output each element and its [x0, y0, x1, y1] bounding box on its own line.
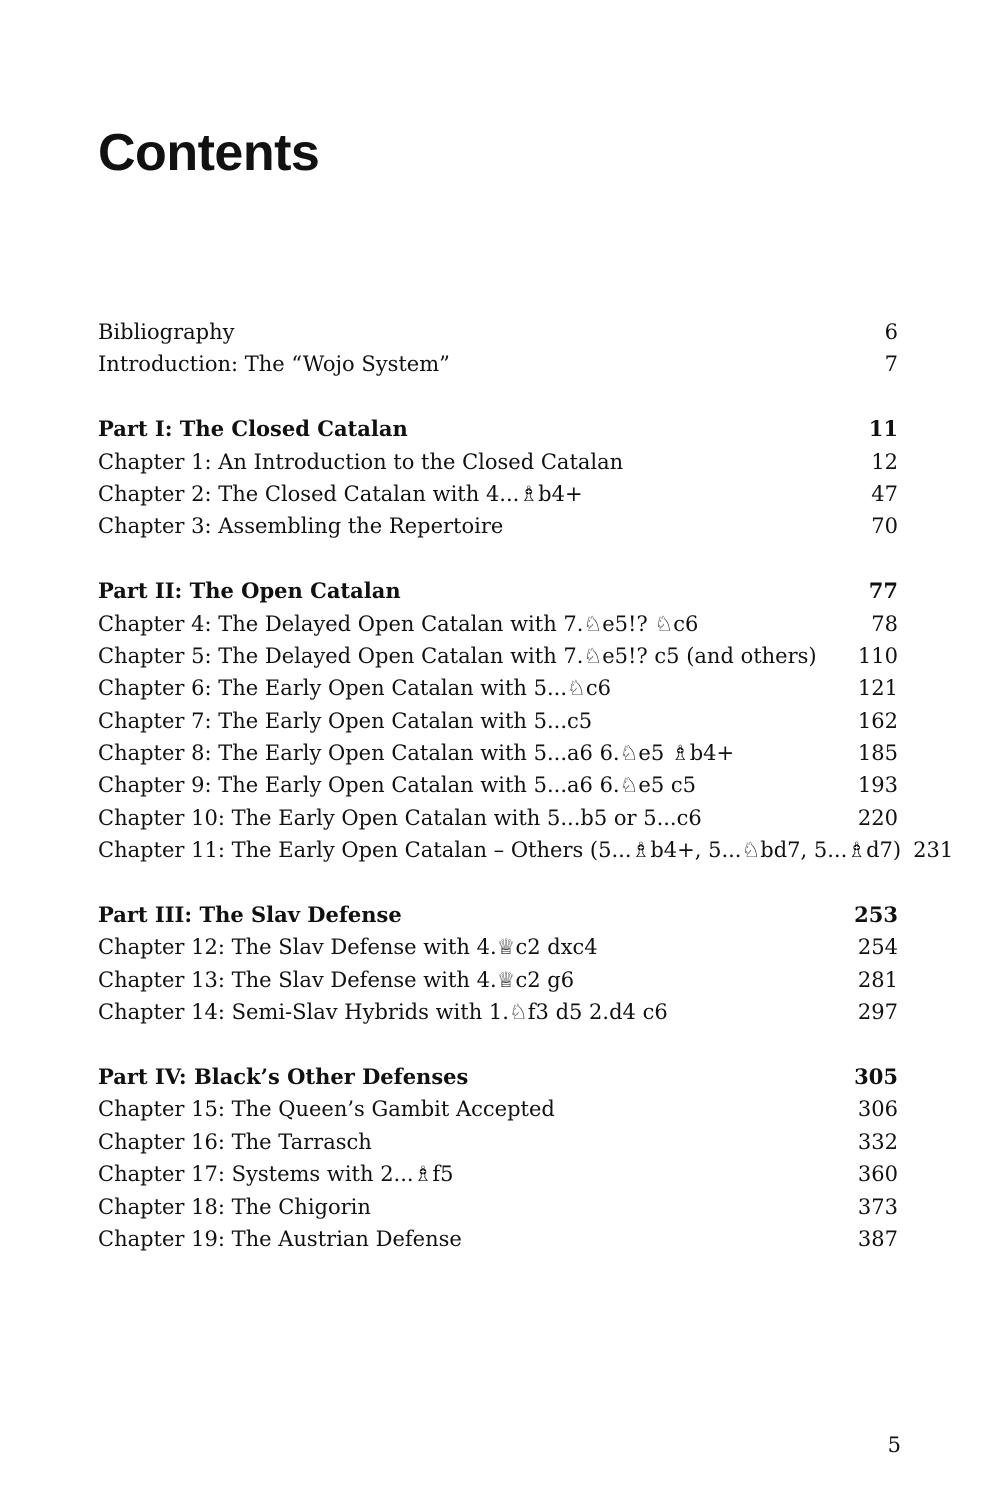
- chapter-title: Chapter 2: The Closed Catalan with 4...♗b4+: [98, 481, 583, 506]
- toc-entry-introduction[interactable]: [98, 348, 898, 380]
- part-page: 305: [854, 1063, 898, 1089]
- chapter-page: 306: [857, 1097, 898, 1122]
- chapter-page: 297: [857, 1000, 898, 1025]
- chapter-title: Chapter 10: The Early Open Catalan with 5...b5 or 5...c6: [98, 805, 702, 830]
- page-number: 5: [887, 1433, 901, 1457]
- part-title: Part IV: Black’s Other Defenses: [98, 1063, 469, 1089]
- chapter-entry[interactable]: [98, 608, 898, 640]
- part-heading[interactable]: [98, 1061, 898, 1093]
- chapter-title: Chapter 17: Systems with 2...♗f5: [98, 1162, 454, 1187]
- toc-entry-title: Bibliography: [98, 320, 235, 344]
- chapter-entry[interactable]: [98, 640, 898, 672]
- part-heading[interactable]: [98, 575, 898, 607]
- chapter-title: Chapter 16: The Tarrasch: [98, 1129, 372, 1154]
- chapter-title: Chapter 1: An Introduction to the Closed Catalan: [98, 449, 624, 474]
- chapter-title: Chapter 6: The Early Open Catalan with 5...♘c6: [98, 676, 611, 701]
- part-title: Part I: The Closed Catalan: [98, 416, 408, 442]
- part-heading[interactable]: [98, 413, 898, 445]
- chapter-page: 387: [857, 1226, 898, 1251]
- chapter-title: Chapter 8: The Early Open Catalan with 5...a6 6.♘e5 ♗b4+: [98, 741, 735, 766]
- chapter-page: 193: [857, 773, 898, 798]
- chapter-entry[interactable]: [98, 1191, 898, 1223]
- part-group: [98, 575, 954, 867]
- chapter-title: Chapter 14: Semi-Slav Hybrids with 1.♘f3 d5 2.d4 c6: [98, 1000, 668, 1025]
- chapter-page: 373: [857, 1194, 898, 1219]
- chapter-page: 110: [857, 643, 898, 668]
- chapter-title: Chapter 13: The Slav Defense with 4.♕c2 g6: [98, 967, 575, 992]
- chapter-page: 185: [857, 741, 898, 766]
- part-page: 77: [868, 578, 898, 604]
- chapter-title: Chapter 7: The Early Open Catalan with 5...c5: [98, 708, 593, 733]
- chapter-page: 281: [857, 967, 898, 992]
- chapter-entry[interactable]: [98, 737, 898, 769]
- part-page: 11: [868, 416, 898, 442]
- chapter-entry[interactable]: [98, 1093, 898, 1125]
- page-title: Contents: [98, 124, 320, 182]
- chapter-page: 121: [857, 676, 898, 701]
- chapter-title: Chapter 9: The Early Open Catalan with 5...a6 6.♘e5 c5: [98, 773, 697, 798]
- part-title: Part III: The Slav Defense: [98, 902, 402, 928]
- front-matter-group: [98, 316, 898, 381]
- chapter-title: Chapter 12: The Slav Defense with 4.♕c2 dxc4: [98, 935, 598, 960]
- chapter-title: Chapter 4: The Delayed Open Catalan with 7.♘e5!? ♘c6: [98, 611, 699, 636]
- chapter-page: 220: [857, 805, 898, 830]
- toc-entry-page: 7: [884, 352, 898, 377]
- chapter-page: 162: [857, 708, 898, 733]
- part-group: [98, 1061, 898, 1255]
- part-heading[interactable]: [98, 899, 898, 931]
- toc-entry-bibliography[interactable]: [98, 316, 898, 348]
- chapter-entry[interactable]: [98, 931, 898, 963]
- chapter-page: 360: [857, 1162, 898, 1187]
- chapter-page: 47: [871, 481, 898, 506]
- part-group: [98, 899, 898, 1029]
- part-title: Part II: The Open Catalan: [98, 578, 401, 604]
- chapter-page: 78: [871, 611, 898, 636]
- table-of-contents: [98, 316, 954, 1288]
- chapter-entry[interactable]: [98, 446, 898, 478]
- chapter-entry[interactable]: [98, 1126, 898, 1158]
- chapter-entry[interactable]: [98, 705, 898, 737]
- chapter-entry[interactable]: [98, 1158, 898, 1190]
- chapter-page: 70: [871, 514, 898, 539]
- chapter-title: Chapter 18: The Chigorin: [98, 1194, 371, 1219]
- toc-entry-page: 6: [884, 320, 898, 344]
- chapter-entry[interactable]: [98, 510, 898, 542]
- toc-entry-title: Introduction: The “Wojo System”: [98, 352, 450, 377]
- chapter-page: 254: [857, 935, 898, 960]
- chapter-entry[interactable]: [98, 996, 898, 1028]
- chapter-entry[interactable]: [98, 769, 898, 801]
- chapter-entry[interactable]: [98, 802, 898, 834]
- chapter-page: 12: [871, 449, 898, 474]
- chapter-title: Chapter 11: The Early Open Catalan – Others (5...♗b4+, 5...♘bd7, 5...♗d7): [98, 838, 902, 863]
- part-group: [98, 413, 898, 543]
- chapter-title: Chapter 15: The Queen’s Gambit Accepted: [98, 1097, 555, 1122]
- chapter-page: 231: [913, 838, 954, 863]
- chapter-entry[interactable]: [98, 1223, 898, 1255]
- chapter-title: Chapter 19: The Austrian Defense: [98, 1226, 462, 1251]
- chapter-title: Chapter 3: Assembling the Repertoire: [98, 514, 504, 539]
- chapter-page: 332: [857, 1129, 898, 1154]
- chapter-entry[interactable]: [98, 478, 898, 510]
- chapter-entry[interactable]: [98, 834, 954, 866]
- part-page: 253: [854, 902, 898, 928]
- chapter-title: Chapter 5: The Delayed Open Catalan with 7.♘e5!? c5 (and others): [98, 643, 817, 668]
- chapter-entry[interactable]: [98, 964, 898, 996]
- chapter-entry[interactable]: [98, 672, 898, 704]
